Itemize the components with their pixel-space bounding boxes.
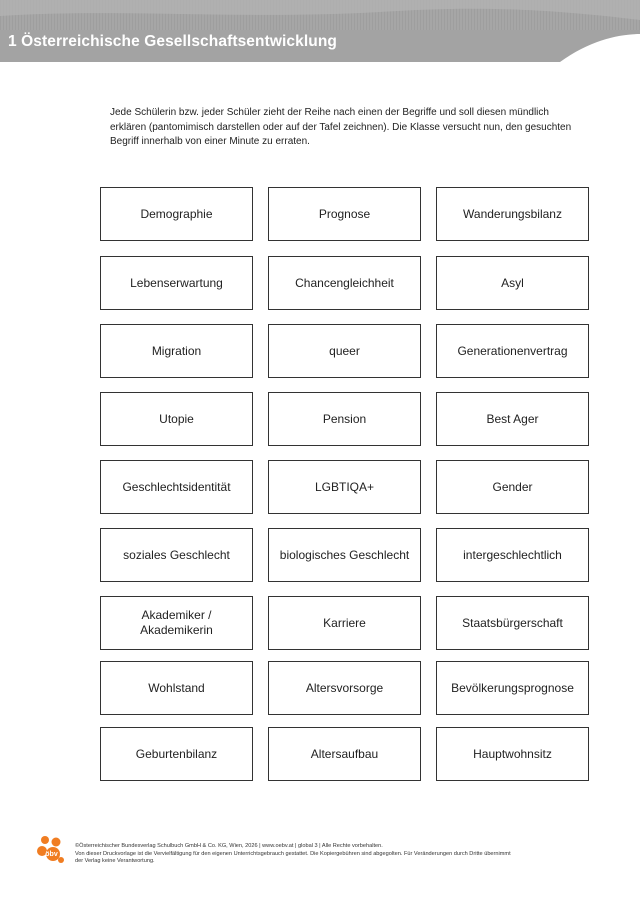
license-line-continued: der Verlag keine Verantwortung.: [75, 858, 155, 864]
term-card: Gender: [436, 460, 589, 514]
term-card: Bevölkerungsprognose: [436, 661, 589, 715]
term-card: Generationenvertrag: [436, 324, 589, 378]
term-card: Akademiker / Akademikerin: [100, 596, 253, 650]
license-line: Von dieser Druckvorlage ist die Vervielfältigung für den eigenen Unterrichtsgebrauch gestattet. Die Kopiergebühren sind abgegolten. Für Veränderungen durch Dritte übernimmt: [75, 850, 511, 857]
logo-text: öbv: [45, 851, 58, 858]
term-card: Hauptwohnsitz: [436, 727, 589, 781]
term-card: Altersaufbau: [268, 727, 421, 781]
term-card: queer: [268, 324, 421, 378]
term-card: Staatsbürgerschaft: [436, 596, 589, 650]
term-card: Best Ager: [436, 392, 589, 446]
term-card: Geburtenbilanz: [100, 727, 253, 781]
term-card: Utopie: [100, 392, 253, 446]
term-card: Pension: [268, 392, 421, 446]
term-card: biologisches Geschlecht: [268, 528, 421, 582]
term-card: LGBTIQA+: [268, 460, 421, 514]
term-card: intergeschlechtlich: [436, 528, 589, 582]
term-card: Demographie: [100, 187, 253, 241]
copyright-line: ©Österreichischer Bundesverlag Schulbuch GmbH & Co. KG, Wien, 2026 | www.oebv.at | global 3 | Alle Rechte vorbehalten.: [75, 843, 383, 849]
term-card: Altersvorsorge: [268, 661, 421, 715]
term-card: Chancengleichheit: [268, 256, 421, 310]
page-title: 1 Österreichische Gesellschaftsentwicklung: [8, 33, 337, 50]
term-card: Wanderungsbilanz: [436, 187, 589, 241]
footer-notes: [75, 843, 595, 866]
oebv-logo-icon: [36, 834, 66, 864]
page-footer: [36, 834, 596, 874]
term-card: Migration: [100, 324, 253, 378]
term-card: Lebenserwartung: [100, 256, 253, 310]
term-card: Asyl: [436, 256, 589, 310]
header-wave-decoration: [0, 0, 640, 62]
instruction-text: Jede Schülerin bzw. jeder Schüler zieht der Reihe nach einen der Begriffe und soll diesen mündlich erklären (pantomimisch darstellen oder auf der Tafel zeichnen). Die Klasse versucht nun, den gesuchten Begriff innerhalb von einer Minute zu erraten.: [110, 107, 572, 147]
term-card: Prognose: [268, 187, 421, 241]
page-header: [0, 0, 640, 62]
term-card: Karriere: [268, 596, 421, 650]
term-card: Wohlstand: [100, 661, 253, 715]
term-card: soziales Geschlecht: [100, 528, 253, 582]
term-card: Geschlechtsidentität: [100, 460, 253, 514]
